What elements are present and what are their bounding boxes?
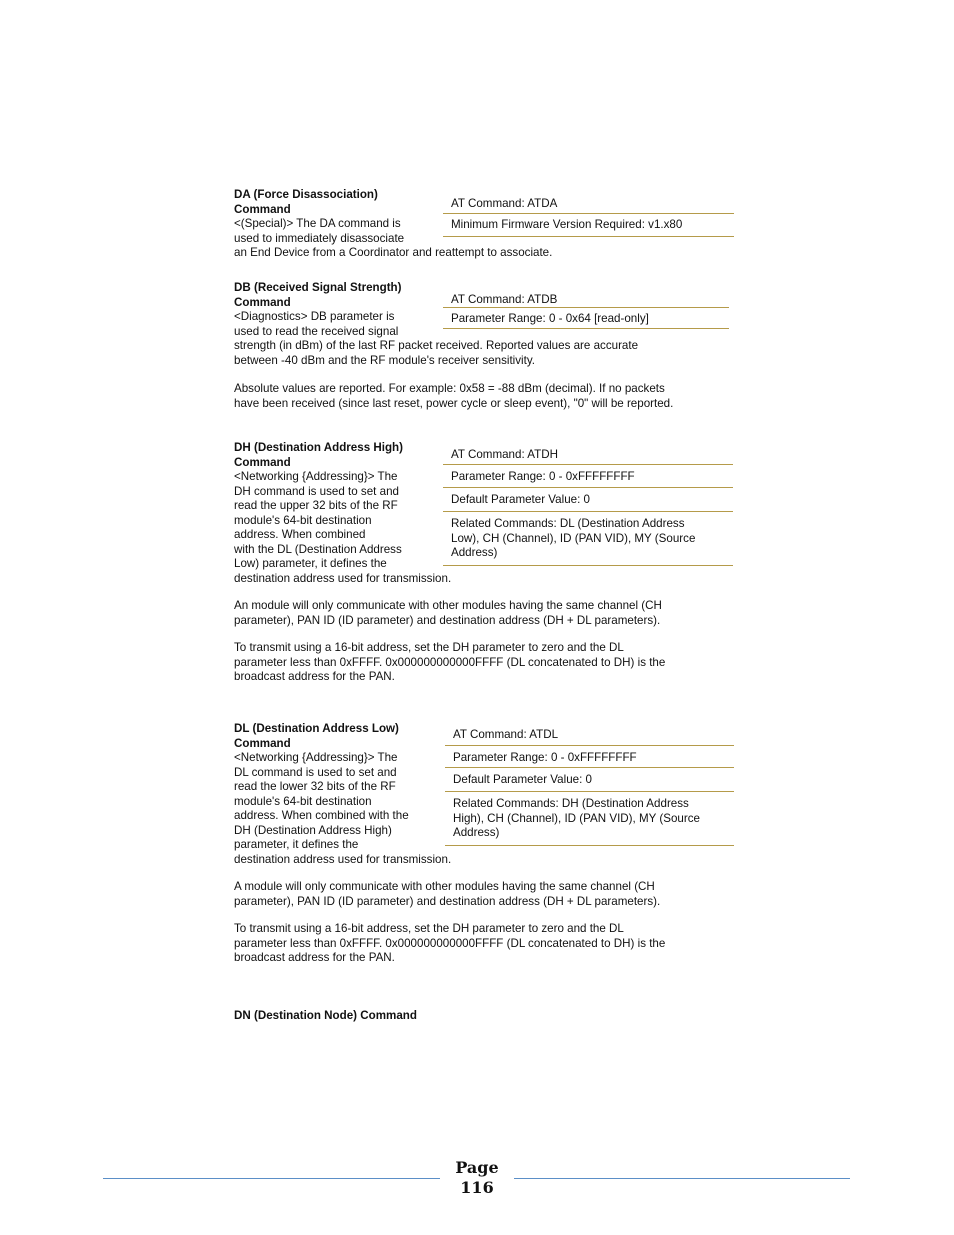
table-rule: [443, 213, 734, 214]
footer-rule-right: [514, 1178, 850, 1179]
dl-paragraph-2: To transmit using a 16-bit address, set the DH parameter to zero and the DL parameter less than 0xFFFF. 0x000000000000FFFF (DL concatenated to DH) is the broadcast address for the PAN.: [234, 922, 666, 964]
dh-paragraph-2: To transmit using a 16-bit address, set the DH parameter to zero and the DL parameter less than 0xFFFF. 0x000000000000FFFF (DL concatenated to DH) is the broadcast address for the PAN.: [234, 641, 666, 683]
db-description: <Diagnostics> DB parameter is used to read the received signal strength (in dBm) of the last RF packet received. Reported values are accurate between -40 dBm and the RF module's receiver sensitivity.: [234, 310, 639, 367]
dh-paragraph-1: An module will only communicate with other modules having the same channel (CH parameter), PAN ID (ID parameter) and destination address (DH + DL parameters).: [234, 599, 662, 627]
table-rule: [443, 511, 733, 512]
table-rule: [443, 307, 729, 308]
table-rule: [445, 791, 734, 792]
db-at-command: AT Command: ATDB: [451, 293, 558, 306]
table-rule: [445, 845, 734, 846]
da-heading: DA (Force Disassociation) Command: [234, 188, 378, 216]
dl-description: <Networking {Addressing}> The DL command is used to set and read the lower 32 bits of the RF module's 64-bit destination address. When combined with the DH (Destination Address High) parameter, it defines the destination address used for transmission.: [234, 751, 452, 866]
dh-heading: DH (Destination Address High) Command: [234, 441, 403, 469]
dl-default-value: Default Parameter Value: 0: [453, 773, 592, 786]
footer-rule-left: [103, 1178, 440, 1179]
table-rule: [443, 565, 733, 566]
dh-related-commands: Related Commands: DL (Destination Address Low), CH (Channel), ID (PAN VID), MY (Source Address): [451, 517, 696, 559]
dh-description: <Networking {Addressing}> The DH command is used to set and read the upper 32 bits of the RF module's 64-bit destination address. When combined with the DL (Destination Address Low) parameter, it defines the destination address used for transmission.: [234, 470, 452, 585]
page-number: Page 116: [455, 1158, 499, 1197]
dn-heading: DN (Destination Node) Command: [234, 1009, 417, 1022]
da-at-command: AT Command: ATDA: [451, 197, 558, 210]
table-rule: [445, 767, 734, 768]
db-parameter-range: Parameter Range: 0 - 0x64 [read-only]: [451, 312, 649, 325]
dl-heading: DL (Destination Address Low) Command: [234, 722, 399, 750]
dl-paragraph-1: A module will only communicate with other modules having the same channel (CH parameter), PAN ID (ID parameter) and destination address (DH + DL parameters).: [234, 880, 661, 908]
da-description: <(Special)> The DA command is used to immediately disassociate an End Device from a Coordinator and reattempt to associate.: [234, 217, 553, 259]
db-heading: DB (Received Signal Strength) Command: [234, 281, 402, 309]
table-rule: [445, 745, 734, 746]
dh-at-command: AT Command: ATDH: [451, 448, 558, 461]
dl-at-command: AT Command: ATDL: [453, 728, 559, 741]
table-rule: [443, 236, 734, 237]
db-paragraph: Absolute values are reported. For example: 0x58 = -88 dBm (decimal). If no packets have been received (since last reset, power cycle or sleep event), "0" will be reported.: [234, 382, 674, 410]
table-rule: [443, 328, 729, 329]
dh-default-value: Default Parameter Value: 0: [451, 493, 590, 506]
table-rule: [443, 464, 733, 465]
dh-parameter-range: Parameter Range: 0 - 0xFFFFFFFF: [451, 470, 635, 483]
dl-related-commands: Related Commands: DH (Destination Address High), CH (Channel), ID (PAN VID), MY (Source Address): [453, 797, 700, 839]
da-min-firmware: Minimum Firmware Version Required: v1.x80: [451, 218, 683, 231]
dl-parameter-range: Parameter Range: 0 - 0xFFFFFFFF: [453, 751, 637, 764]
table-rule: [443, 487, 733, 488]
